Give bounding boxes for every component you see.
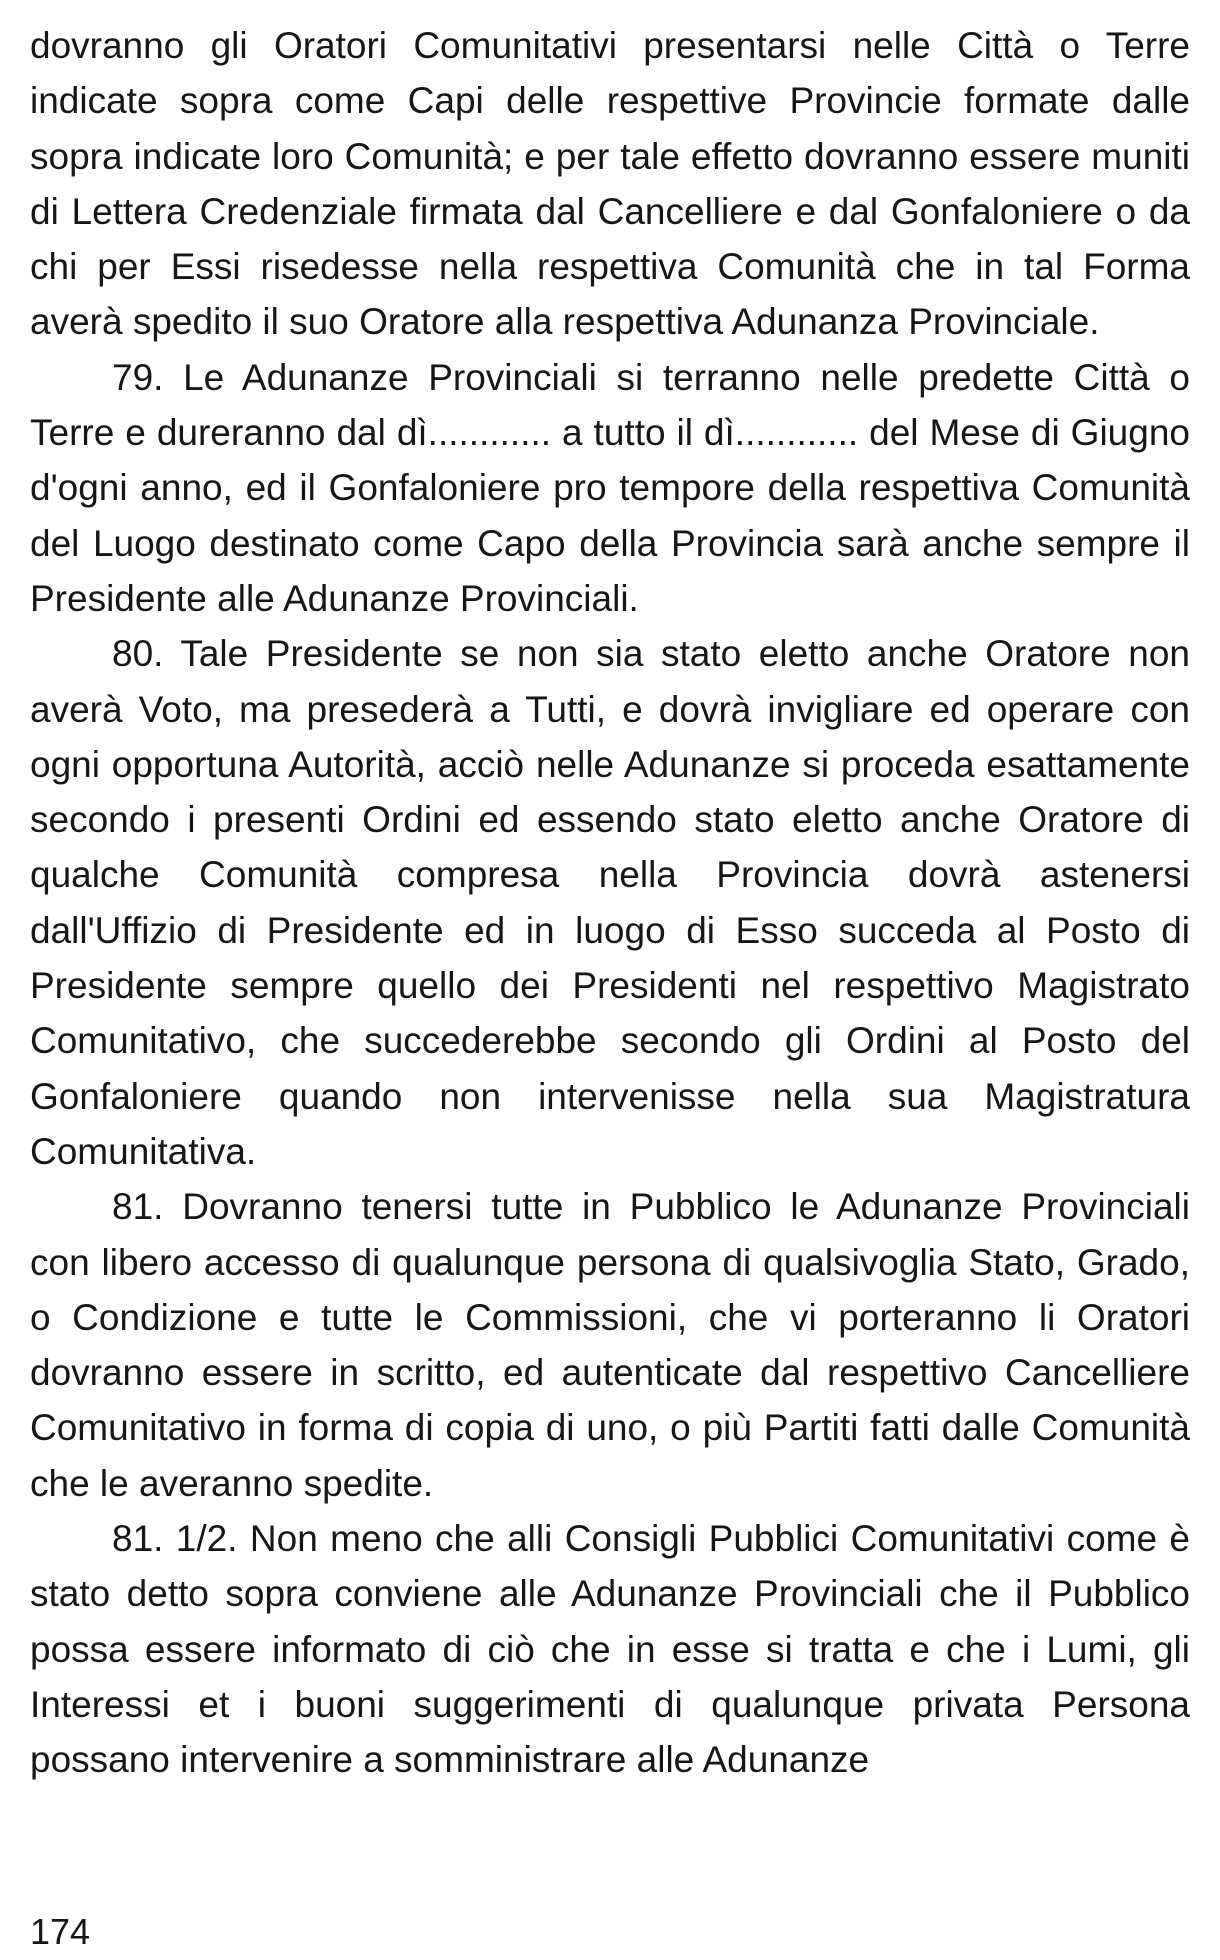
paragraph-continuation: dovranno gli Oratori Comunitativi presentarsi nelle Città o Terre indicate sopra come Capi delle respettive Provincie formate dalle sopra indicate loro Comunità; e per tale effetto dovranno essere muniti di Lettera Credenziale firmata dal Cancelliere e dal Gonfaloniere o da chi per Essi risedesse nella respettiva Comunità che in tal Forma averà spedito il suo Oratore alla respettiva Adunanza Provinciale. (30, 25, 1190, 343)
document-page (30, 18, 1190, 1788)
page-number: 174 (30, 1911, 91, 1952)
paragraph-article-81-half: 81. 1/2. Non meno che alli Consigli Pubblici Comunitativi come è stato detto sopra conviene alle Adunanze Provinciali che il Pubblico possa essere informato di ciò che in esse si tratta e che i Lumi, gli Interessi et i buoni suggerimenti di qualunque privata Persona possano intervenire a somministrare alle Adunanze (30, 1518, 1190, 1781)
paragraph-article-80: 80. Tale Presidente se non sia stato eletto anche Oratore non averà Voto, ma presederà a Tutti, e dovrà invigliare ed operare con ogni opportuna Autorità, acciò nelle Adunanze si proceda esattamente secondo i presenti Ordini ed essendo stato eletto anche Oratore di qualche Comunità compresa nella Provincia dovrà astenersi dall'Uffizio di Presidente ed in luogo di Esso succeda al Posto di Presidente sempre quello dei Presidenti nel respettivo Magistrato Comunitativo, che succederebbe secondo gli Ordini al Posto del Gonfaloniere quando non intervenisse nella sua Magistratura Comunitativa. (30, 633, 1190, 1172)
paragraph-article-81: 81. Dovranno tenersi tutte in Pubblico le Adunanze Provinciali con libero accesso di qualunque persona di qualsivoglia Stato, Grado, o Condizione e tutte le Commissioni, che vi porteranno li Oratori dovranno essere in scritto, ed autenticate dal respettivo Cancelliere Comunitativo in forma di copia di uno, o più Partiti fatti dalle Comunità che le averanno spedite. (30, 1186, 1190, 1504)
paragraph-article-79: 79. Le Adunanze Provinciali si terranno nelle predette Città o Terre e dureranno dal dì............ a tutto il dì............ del Mese di Giugno d'ogni anno, ed il Gonfaloniere pro tempore della respettiva Comunità del Luogo destinato come Capo della Provincia sarà anche sempre il Presidente alle Adunanze Provinciali. (30, 356, 1190, 619)
